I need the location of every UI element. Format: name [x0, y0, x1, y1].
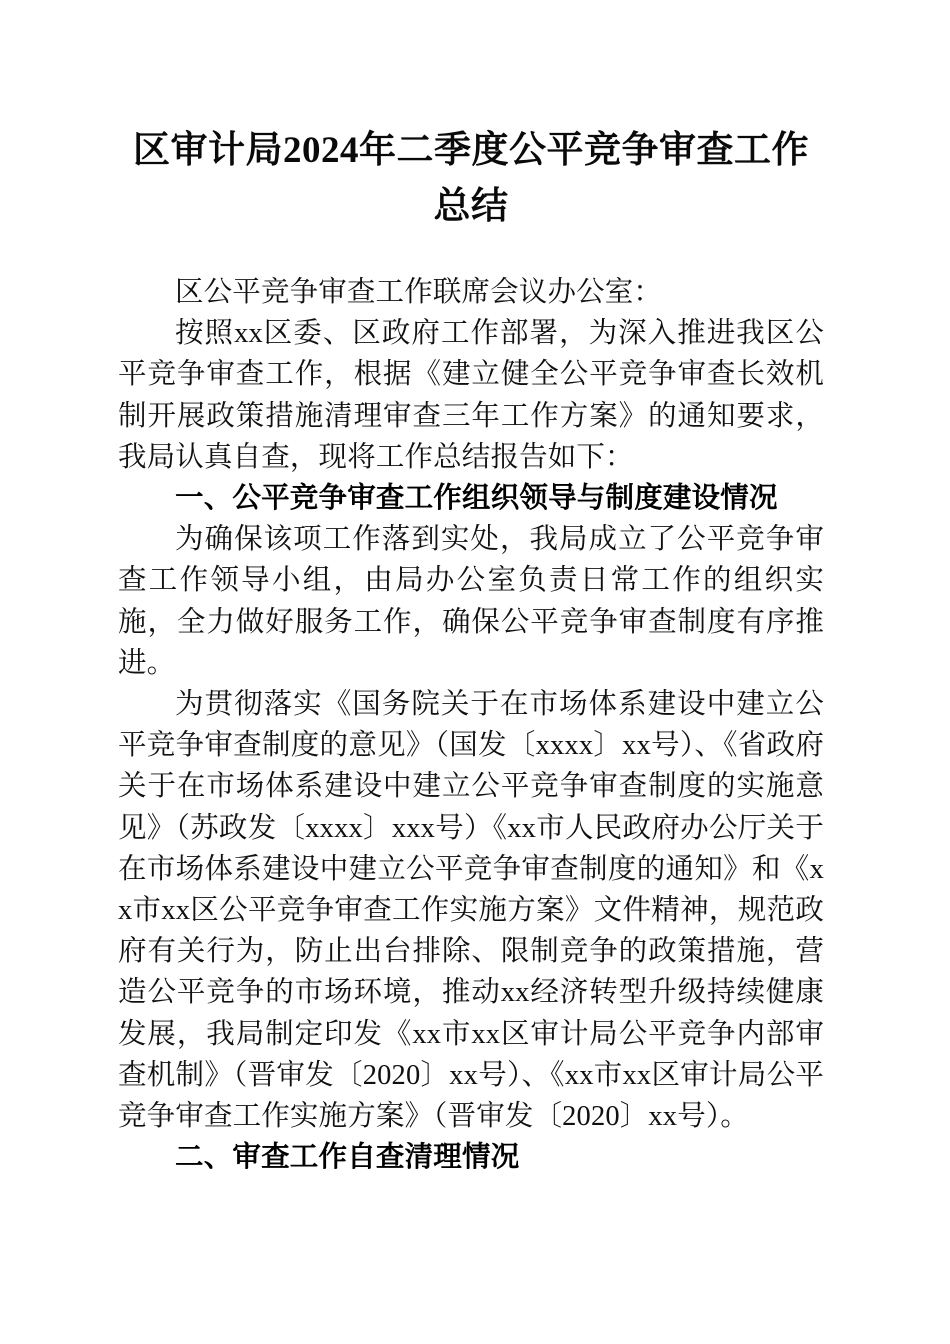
- section-one-paragraph-b: 为贯彻落实《国务院关于在市场体系建设中建立公平竞争审查制度的意见》（国发〔xxxx〕xx号）、《省政府关于在市场体系建设中建立公平竞争审查制度的实施意见》（苏政发〔xxxx〕xxx号）《xx市人民政府办公厅关于在市场体系建设中建立公平竞争审查制度的通知》和《xx市xx区公平竞争审查工作实施方案》文件精神，规范政府有关行为，防止出台排除、限制竞争的政策措施，营造公平竞争的市场环境，推动xx经济转型升级持续健康发展，我局制定印发《xx市xx区审计局公平竞争内部审查机制》（晋审发〔2020〕xx号）、《xx市xx区审计局公平竞争审查工作实施方案》（晋审发〔2020〕xx号）。: [118, 689, 824, 1133]
- section-heading-one: 一、公平竞争审查工作组织领导与制度建设情况: [175, 482, 778, 515]
- section-one-paragraph-a: 为确保该项工作落到实处，我局成立了公平竞争审查工作领导小组，由局办公室负责日常工作的组织实施，全力做好服务工作，确保公平竞争审查制度有序推进。: [118, 524, 824, 679]
- document-body: [118, 272, 824, 1178]
- intro-paragraph: 按照xx区委、区政府工作部署，为深入推进我区公平竞争审查工作，根据《建立健全公平竞争审查长效机制开展政策措施清理审查三年工作方案》的通知要求，我局认真自查，现将工作总结报告如下：: [118, 318, 824, 473]
- section-heading-two: 二、审查工作自查清理情况: [175, 1141, 520, 1174]
- salutation-line: 区公平竞争审查工作联席会议办公室：: [175, 277, 663, 308]
- page-title: 区审计局2024年二季度公平竞争审查工作总结: [133, 130, 809, 227]
